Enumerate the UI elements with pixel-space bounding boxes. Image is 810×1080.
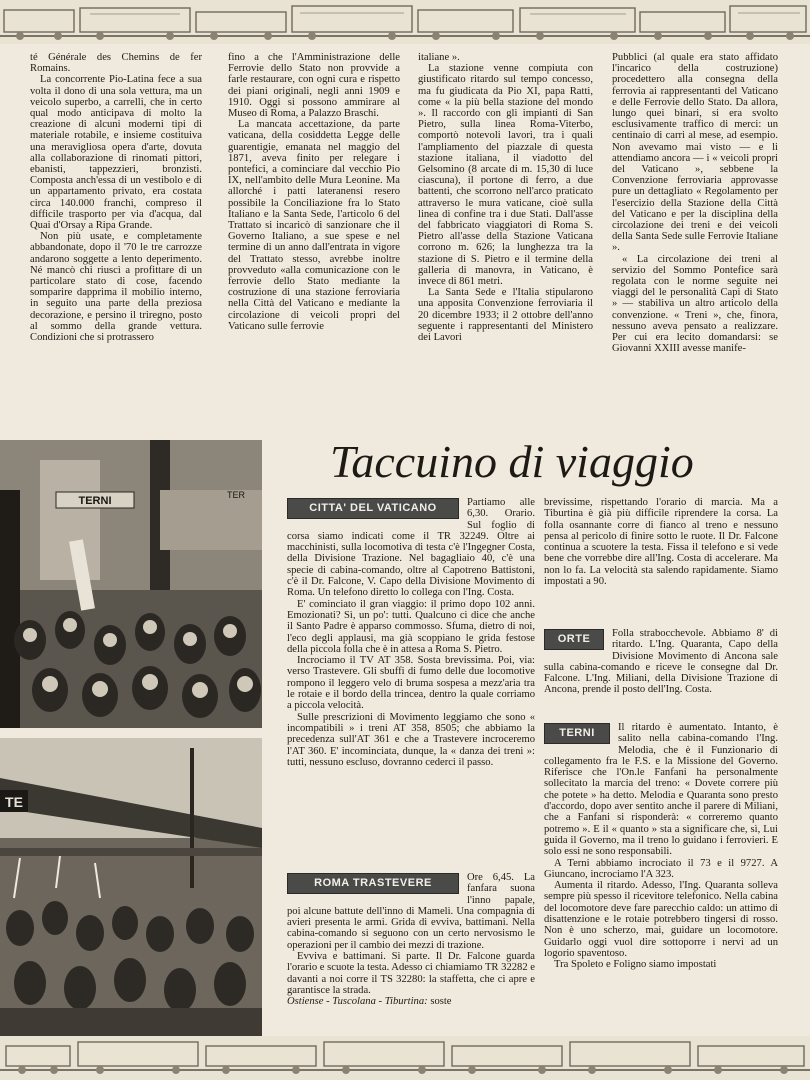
paragraph: La stazione venne compiuta con giustificato ritardo sul tempo concesso, ma fu giudicata da Pio XI, papa Ratti, come « la più bella stazione del mondo ». Il raccordo con gli impianti di San Pietro, sulla linea Roma-Viterbo, comportò notevoli lavori, tra i quali l'ampliamento del piazzale di questa stazione italiana, il viadotto del Gelsomino (8 arcate di m. 15,30 di luce ciascuna), il portone di ferro, a due battenti, che scorrono nell'arco praticato attraverso le mura vaticane, cioè sulla linea di confine tra i due Stati. Dall'asse del fabbricato viaggiatori di Roma S. Pietro all'asse della Stazione Vaticana corrono m. 626; la lunghezza tra la stazione di S. Pietro e il termine della galleria di manovra, in Vaticano, è invece di 861 metri. [418, 63, 593, 288]
section-orte [544, 628, 778, 714]
badge-terni: TERNI [544, 723, 610, 744]
paragraph: Partiamo alle 6,30. Orario. Sul foglio di corsa siamo indicati come il TR 32249. Oltre ai macchinisti, sulla locomotiva di testa c'è l'Ingegner Costa, della Divisione Trazione. Nel bagagliaio 40, c'è una specie di cabina-comando, oltre al Capotreno Battistoni, c'è il Dr. Falcone, V. Capo della Divisione Movimento di Roma. Un telefono diretto lo collega con l'Ing. Costa. [287, 497, 535, 599]
paragraph: té Générale des Chemins de fer Romains. [30, 52, 202, 75]
section-roma-trastevere [287, 872, 535, 1032]
paragraph: A Terni abbiamo incrociato il 73 e il 9727. A Giuncano, incrociamo l'A 323. [544, 857, 778, 880]
section-terni [544, 722, 778, 1034]
paragraph: brevissime, rispettando l'orario di marcia. Ma a Tiburtina è già più difficile riprendere la corsa. La folla osannante corre di fianco al treno e nessuno pensa al pericolo di finire sotto le ruote. Il Dr. Falcone continua a scuotere la testa. Fissa il telefono e si vede bene che vorrebbe dire all'Ing. Costa di accelerare. Ma non lo fa. La velocità sta salendo rapidamente. Siamo impostati a 90. [544, 497, 778, 588]
paragraph: Aumenta il ritardo. Adesso, l'Ing. Quaranta solleva sempre più spesso il ricevitore telefonico. Nella cabina del locomotore deve fare parecchio caldo: un attimo di disattenzione e le rotaie potrebbero tingersi di rosso. Non è uno scherzo, mai, guidare un locomotore. Guidarlo oggi vuol dire sottoporre i nervi ad un logorio spaventoso. [544, 880, 778, 959]
photo-crowd-platform [0, 440, 262, 728]
article-column-1 [30, 52, 202, 422]
paragraph: fino a che l'Amministrazione delle Ferrovie dello Stato non provvide a farle restaurare, con ogni cura e rispetto dei piani originali, negli anni 1909 e 1910. Oggi si possono ammirare al Museo di Roma, a Palazzo Braschi. [228, 52, 400, 120]
paragraph: La mancata accettazione, da parte vaticana, della cosiddetta Legge delle guarentigie, emanata nel maggio del 1871, aveva finito per relegare i pontefici, a cominciare dal vecchio Pio IX, nell'ambito delle Mura Leonine. Ma allorché i patti lateranensi resero possibile la Conciliazione fra lo Stato Italiano e la Santa Sede, l'articolo 6 del Trattato si incaricò di sanzionare che il Governo Italiano, a sue spese e nel termine di un anno dall'entrata in vigore del Trattato stesso, avrebbe inoltre provveduto «alla comunicazione con le ferrovie dello Stato mediante la costruzione di una stazione ferroviaria nella Città del Vaticano e mediante la circolazione di veicoli propri del Vaticano sulle ferrovie [228, 119, 400, 332]
paragraph: italiane ». [418, 52, 460, 63]
paragraph: La concorrente Pio-Latina fece a sua volta il dono di una sola vettura, ma un veicolo superbo, a carrelli, che in certo qual modo anticipava di molto la creazione di alcuni moderni tipi di materiale rotabile, e insieme costituiva una meravigliosa opera d'arte, dovuta alla collaborazione di rinomati pittori, ebanisti, tappezzieri, bronzisti. Composta anch'essa di un vestibolo e di un appartamento privato, era costata circa 140.000 franchi, compreso il difficile trasporto per via d'acqua, dal Quai d'Orsay a Ripa Grande. [30, 74, 202, 232]
section-roma-tail-italic: Ostiense - Tuscolana - Tiburtina: [287, 996, 428, 1008]
section-roma-tail: soste [427, 996, 452, 1008]
paragraph: Evviva e battimani. Si parte. Il Dr. Falcone guarda l'orario e scuote la testa. Adesso ci chiamiamo TR 32282 e davanti a noi corre il TS 32280: la staffetta, che ci apre e garantisce la strada. [287, 951, 535, 996]
paragraph: Non più usate, e completamente abbandonate, dopo il '70 le tre carrozze andarono soggette a lento deperimento. Né mancò chi riuscì a profittare di un particolare stato di cose, facendo somparire dapprima il mobilio interno, in seguito una parte della preziosa decorazione, e persino il triregno, posto al sommo della grande vettura. Condizioni che si protrassero [30, 231, 202, 344]
paragraph: Incrociamo il TV AT 358. Sosta brevissima. Poi, via: verso Trastevere. Gli sbuffi di fumo delle due locomotive rompono il leggero velo di bruma sospesa a mezz'aria tra le rotaie e il bordo della trincea, dentro la quale corriamo a piccola velocità. [287, 655, 535, 712]
paragraph: Folla strabocchevole. Abbiamo 8' di ritardo. L'Ing. Quaranta, Capo della Divisione Movimento di Ancona sale sulla cabina-comando e riceve le consegne dal Dr. Falcone. L'Ing. Miliani, della Divisione Trazione di Ancona, prende il posto dell'Ing. Costa. [544, 628, 778, 696]
section-continuation [544, 497, 778, 619]
train-illustration-bottom [0, 1036, 810, 1080]
paragraph: Sulle prescrizioni di Movimento leggiamo che sono « incompatibili » i treni AT 358, 8505; che abbiamo la precedenza sull'AT 361 e che a Trastevere incroceremo l'AT 360. E' incominciata, dunque, la « danza dei treni »: tutti, nessuno escluso, dovranno cederci il passo. [287, 711, 535, 768]
badge-orte: ORTE [544, 629, 604, 650]
section-citta-del-vaticano [287, 497, 535, 865]
headline: Taccuino di viaggio [330, 436, 694, 487]
photo-station-crowd [0, 738, 262, 1036]
paragraph: E' cominciato il gran viaggio: il primo dopo 102 anni. Emozionati? Sì, un po': tutti. Qualcuno ci dice che anche il Santo Padre è apparso commosso. Sfuma, dietro di noi, l'eco degli applausi, ma già scoppiano le grida festose della piccola folla che è in attesa a Roma S. Pietro. [287, 598, 535, 655]
paragraph: « La circolazione dei treni al servizio del Sommo Pontefice sarà regolata con le norme seguite nei viaggi del le personalità Capi di Stato » — stabiliva un altro articolo della convenzione. « Treni », che, finora, nessuno aveva pensato a realizzare. Per cui era lecito domandarsi: se Giovanni XXIII avesse manife- [612, 253, 778, 355]
sign-terni: TERNI [78, 495, 112, 507]
train-frieze-bottom [0, 1036, 810, 1080]
paragraph: Tra Spoleto e Foligno siamo impostati [554, 959, 717, 971]
paragraph: Pubblici (al quale era stato affidato l'incarico della costruzione) procedettero alla consegna della ferrovia ai rappresentanti del Vaticano e delle Ferrovie dello Stato. Da allora, lungo quei binari, si era svolto esclusivamente traffico di merci: un centinaio di carri al mese, ad esempio. Non avevamo mai visto — e li attendiamo ancora — i « veicoli propri del Vaticano », sebbene la Convenzione ferroviaria approvasse pure un dettagliato « Regolamento per l'esercizio della Stazione della Città del Vaticano e per la disciplina della circolazione dei treni e dei veicoli della Santa Sede sulle Ferrovie Italiane ». [612, 52, 778, 254]
section-text-citta [287, 497, 535, 768]
paragraph: La Santa Sede e l'Italia stipularono una apposita Convenzione ferroviaria il 20 dicembre 1933; il 2 ottobre dell'anno seguente i rappresentanti del Ministero dei Lavori [418, 287, 593, 344]
sign-ter: TER [227, 490, 245, 500]
article-column-2 [228, 52, 400, 422]
paragraph: Ore 6,45. La fanfara suona l'inno papale, poi alcune battute dell'inno di Mameli. Una compagnia di avieri presenta le armi. Grida di evviva, battimani. Nella cabina-comando si seguono con un certo nervosismo le operazioni per il cambio dei mezzi di trazione. [287, 872, 535, 951]
sign-te: TE [5, 794, 23, 810]
section-text-terni [544, 722, 778, 971]
train-illustration-top [0, 0, 810, 44]
article-column-3 [418, 52, 593, 422]
train-frieze-top [0, 0, 810, 44]
section-text-continuation [544, 497, 778, 587]
badge-roma-trastevere: ROMA TRASTEVERE [287, 873, 459, 894]
article-column-4 [612, 52, 778, 422]
paragraph: Il ritardo è aumentato. Intanto, è salito nella cabina-comando l'Ing. Melodia, che è il Funzionario di collegamento fra le F.S. e la Missione del Governo. Riferisce che l'On.le Fanfani ha personalmente sollecitato la marcia del treno: « Dovete correre più che potete » ha detto. Melodia e Quaranta sono presto d'accordo, dopo aver sentito anche il parere di Miliani, che a Fanfani si risponderà: « correremo quanto potremo ». E il « quanto » sta a significare che, sì, Lui guida il Governo, ma il treno lo guidano i ferrovieri. E solo essi ne sono responsabili. [544, 722, 778, 858]
badge-citta-del-vaticano: CITTA' DEL VATICANO [287, 498, 459, 519]
